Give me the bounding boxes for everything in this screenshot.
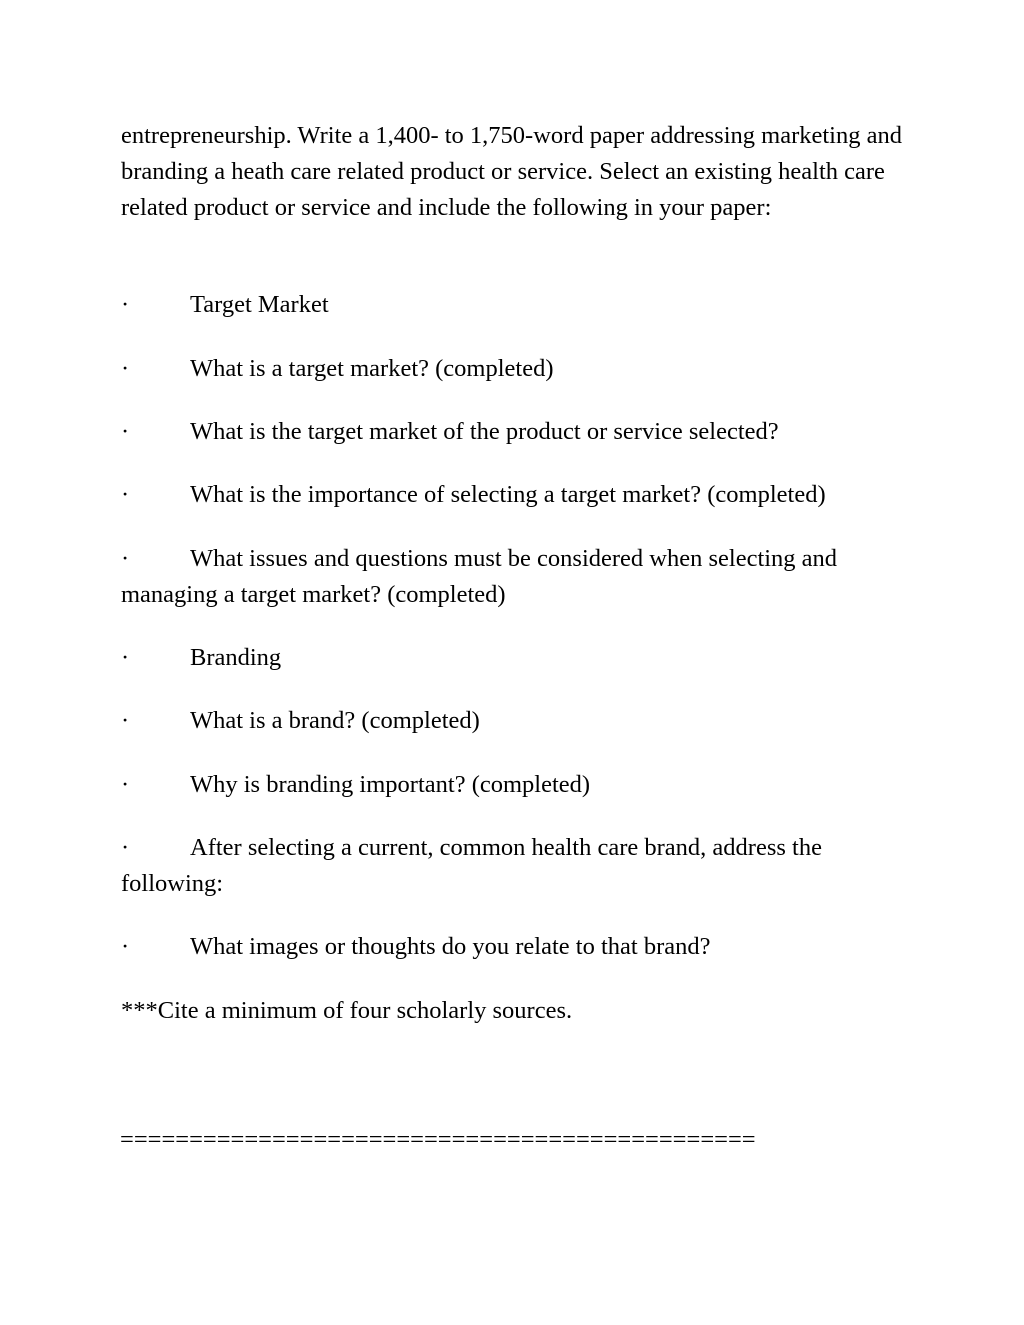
list-item-text: What is the importance of selecting a target market? (completed) <box>190 481 826 508</box>
bullet-marker: · <box>121 418 130 445</box>
separator-line: ============================================== <box>120 1126 756 1153</box>
list-item-why-branding <box>121 767 921 803</box>
list-item-target-market <box>121 287 921 323</box>
bullet-marker: · <box>121 545 130 572</box>
list-item-branding <box>121 640 921 676</box>
list-item-select-brand <box>121 830 921 902</box>
list-item-text: Target Market <box>190 291 329 318</box>
bullet-marker: · <box>121 291 130 318</box>
list-item-text: After selecting a current, common health care brand, address the following: <box>121 834 822 897</box>
bullet-marker: · <box>121 644 130 671</box>
citation-note: ***Cite a minimum of four scholarly sources. <box>121 997 573 1024</box>
list-item-text: What issues and questions must be considered when selecting and managing a target market? (completed) <box>121 545 838 608</box>
list-item-issues-questions <box>121 541 921 613</box>
list-item-text: What is a target market? (completed) <box>190 355 554 382</box>
list-item-text: What is the target market of the product or service selected? <box>190 418 779 445</box>
bullet-marker: · <box>121 355 130 382</box>
list-item-text: What is a brand? (completed) <box>190 707 480 734</box>
list-item-text: What images or thoughts do you relate to that brand? <box>190 933 711 960</box>
intro-paragraph: entrepreneurship. Write a 1,400- to 1,750-word paper addressing marketing and branding a heath care related product or service. Select an existing health care related product or service and include the following in your paper: <box>121 122 902 221</box>
list-item-text: Why is branding important? (completed) <box>190 771 591 798</box>
bullet-marker: · <box>121 834 130 861</box>
list-item-importance <box>121 477 921 513</box>
bullet-marker: · <box>121 933 130 960</box>
list-item-what-is-target-market <box>121 351 921 387</box>
list-item-target-market-selected <box>121 414 921 450</box>
list-item-text: Branding <box>190 644 282 671</box>
list-item-what-is-brand <box>121 703 921 739</box>
bullet-marker: · <box>121 771 130 798</box>
bullet-marker: · <box>121 707 130 734</box>
list-item-images-thoughts <box>121 929 921 965</box>
bullet-marker: · <box>121 481 130 508</box>
